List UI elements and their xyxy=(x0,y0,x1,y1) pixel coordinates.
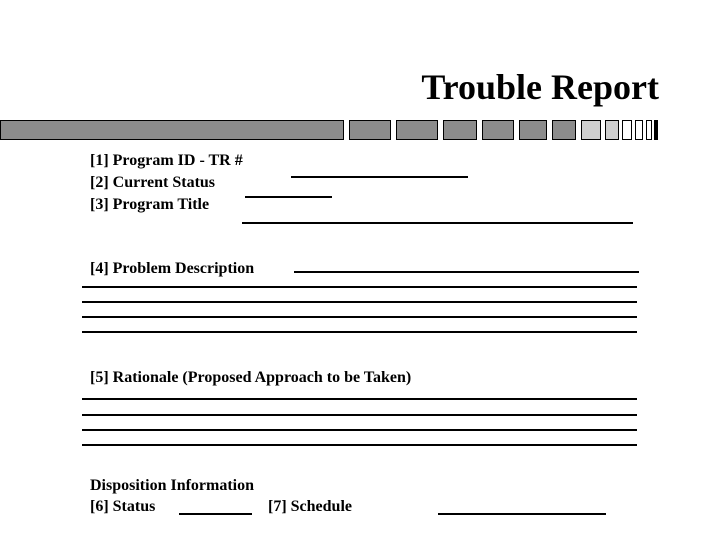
decorative-bar xyxy=(646,120,652,140)
decorative-bar xyxy=(349,120,391,140)
decorative-bar xyxy=(552,120,576,140)
decorative-bar xyxy=(654,120,658,140)
rationale-line[interactable] xyxy=(82,444,637,446)
problem-description-blank[interactable] xyxy=(294,271,639,273)
rationale-line[interactable] xyxy=(82,429,637,431)
field-label-schedule: [7] Schedule xyxy=(268,498,352,515)
field-label-status: [6] Status xyxy=(90,498,156,515)
decorative-bar xyxy=(0,120,344,140)
problem-description-line[interactable] xyxy=(82,301,637,303)
program-title-blank[interactable] xyxy=(242,222,633,224)
problem-description-line[interactable] xyxy=(82,331,637,333)
field-label-problem-description: [4] Problem Description xyxy=(90,260,255,277)
program-id-blank[interactable] xyxy=(291,176,468,178)
problem-description-line[interactable] xyxy=(82,286,637,288)
decorative-bar xyxy=(581,120,601,140)
disposition-heading: Disposition Information xyxy=(90,477,255,494)
decorative-bar xyxy=(519,120,547,140)
decorative-bar xyxy=(396,120,438,140)
page-title: Trouble Report xyxy=(421,67,659,107)
decorative-bar xyxy=(635,120,643,140)
field-label-current-status: [2] Current Status xyxy=(90,174,216,191)
decorative-bar xyxy=(605,120,619,140)
rationale-line[interactable] xyxy=(82,398,637,400)
field-label-rationale: [5] Rationale (Proposed Approach to be Taken) xyxy=(90,369,412,386)
decorative-bar xyxy=(482,120,514,140)
current-status-blank[interactable] xyxy=(245,196,332,198)
field-label-program-title: [3] Program Title xyxy=(90,196,210,213)
problem-description-line[interactable] xyxy=(82,316,637,318)
decorative-bar xyxy=(622,120,632,140)
rationale-line[interactable] xyxy=(82,414,637,416)
status-blank[interactable] xyxy=(179,513,252,515)
schedule-blank[interactable] xyxy=(438,513,606,515)
field-label-program-id: [1] Program ID - TR # xyxy=(90,152,243,169)
decorative-bar xyxy=(443,120,477,140)
